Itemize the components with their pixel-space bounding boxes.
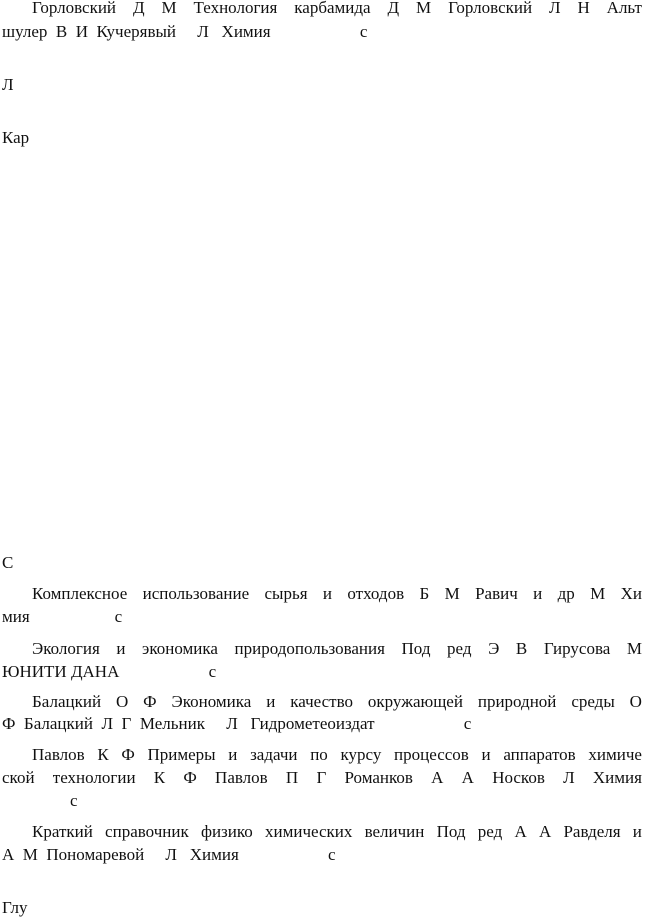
ref-5-line1	[32, 822, 642, 842]
word: природной	[477, 692, 557, 711]
word: Экология	[32, 639, 100, 658]
word: Н	[577, 0, 590, 17]
top-ref-line2: шулер В И Кучерявый Л Химия с	[2, 22, 368, 41]
word: Ф	[183, 768, 197, 787]
ref-2-line1	[32, 639, 642, 659]
word: М	[416, 0, 432, 17]
word: А	[538, 822, 552, 841]
word: сырья	[264, 584, 308, 603]
word: Д	[387, 0, 400, 17]
word: и	[228, 745, 238, 764]
word: В	[515, 639, 528, 658]
word: отходов	[347, 584, 405, 603]
word: величин	[364, 822, 425, 841]
word: М	[161, 0, 177, 17]
word: карбамида	[294, 0, 371, 17]
word: экономика	[142, 639, 218, 658]
word: Павлов	[32, 745, 85, 764]
ref-5-line2: А М Пономаревой Л Химия с	[2, 845, 336, 864]
top-ref-line1	[32, 0, 642, 18]
word: химических	[264, 822, 353, 841]
word: Л	[549, 0, 561, 17]
ref-4-line1	[32, 745, 642, 765]
word: А	[431, 768, 444, 787]
fragment-glu: Глу	[2, 898, 28, 917]
word: и	[266, 692, 276, 711]
word: Романков	[344, 768, 413, 787]
word: К	[97, 745, 109, 764]
ref-2-line2: ЮНИТИ ДАНА с	[2, 662, 217, 681]
word: Хи	[620, 584, 642, 603]
word: ред	[447, 639, 472, 658]
word: др	[557, 584, 575, 603]
fragment-l: Л	[2, 75, 14, 94]
ref-1-line1	[32, 584, 642, 604]
word: Павлов	[215, 768, 268, 787]
ref-3-line1	[32, 692, 642, 712]
word: П	[285, 768, 299, 787]
word: Горловский	[448, 0, 533, 17]
word: технологии	[52, 768, 136, 787]
word: Экономика	[171, 692, 252, 711]
word: использование	[142, 584, 250, 603]
word: по	[310, 745, 328, 764]
word: Балацкий	[32, 692, 102, 711]
word: ской	[2, 768, 35, 787]
word: аппаратов	[503, 745, 576, 764]
word: Краткий	[32, 822, 93, 841]
word: и	[632, 822, 642, 841]
word: Э	[488, 639, 500, 658]
word: Носков	[492, 768, 545, 787]
fragment-s: С	[2, 553, 14, 572]
word: О	[115, 692, 129, 711]
word: Под	[436, 822, 466, 841]
word: процессов	[394, 745, 469, 764]
word: Равич	[475, 584, 518, 603]
ref-3-line2: Ф Балацкий Л Г Мельник Л Гидрометеоиздат с	[2, 714, 472, 733]
word: Б	[419, 584, 430, 603]
ref-4-line3: с	[2, 791, 78, 810]
word: Альт	[606, 0, 642, 17]
word: химиче	[588, 745, 642, 764]
word: справочник	[105, 822, 189, 841]
word: и	[322, 584, 332, 603]
word: качество	[290, 692, 353, 711]
word: Равделя	[563, 822, 621, 841]
fragment-kar: Кар	[2, 128, 30, 147]
word: А	[514, 822, 527, 841]
ref-4-line2	[2, 768, 642, 788]
word: Ф	[143, 692, 157, 711]
word: и	[116, 639, 126, 658]
word: Комплексное	[32, 584, 128, 603]
word: М	[626, 639, 642, 658]
ref-1-line2: мия с	[2, 607, 123, 626]
word: Д	[132, 0, 145, 17]
word: окружающей	[367, 692, 463, 711]
word: Химия	[592, 768, 642, 787]
word: Под	[401, 639, 431, 658]
word: Технология	[193, 0, 278, 17]
word: М	[590, 584, 606, 603]
word: Г	[316, 768, 327, 787]
word: физико	[200, 822, 253, 841]
word: задачи	[250, 745, 298, 764]
word: К	[153, 768, 166, 787]
word: Гирусова	[543, 639, 611, 658]
word: природопользования	[234, 639, 385, 658]
word: Примеры	[147, 745, 216, 764]
word: и	[481, 745, 491, 764]
word: курсу	[340, 745, 382, 764]
word: М	[444, 584, 460, 603]
word: О	[629, 692, 642, 711]
word: ред	[477, 822, 503, 841]
word: среды	[571, 692, 615, 711]
word: и	[533, 584, 543, 603]
word: Горловский	[32, 0, 117, 17]
word: Ф	[121, 745, 135, 764]
word: Л	[563, 768, 575, 787]
word: А	[461, 768, 474, 787]
